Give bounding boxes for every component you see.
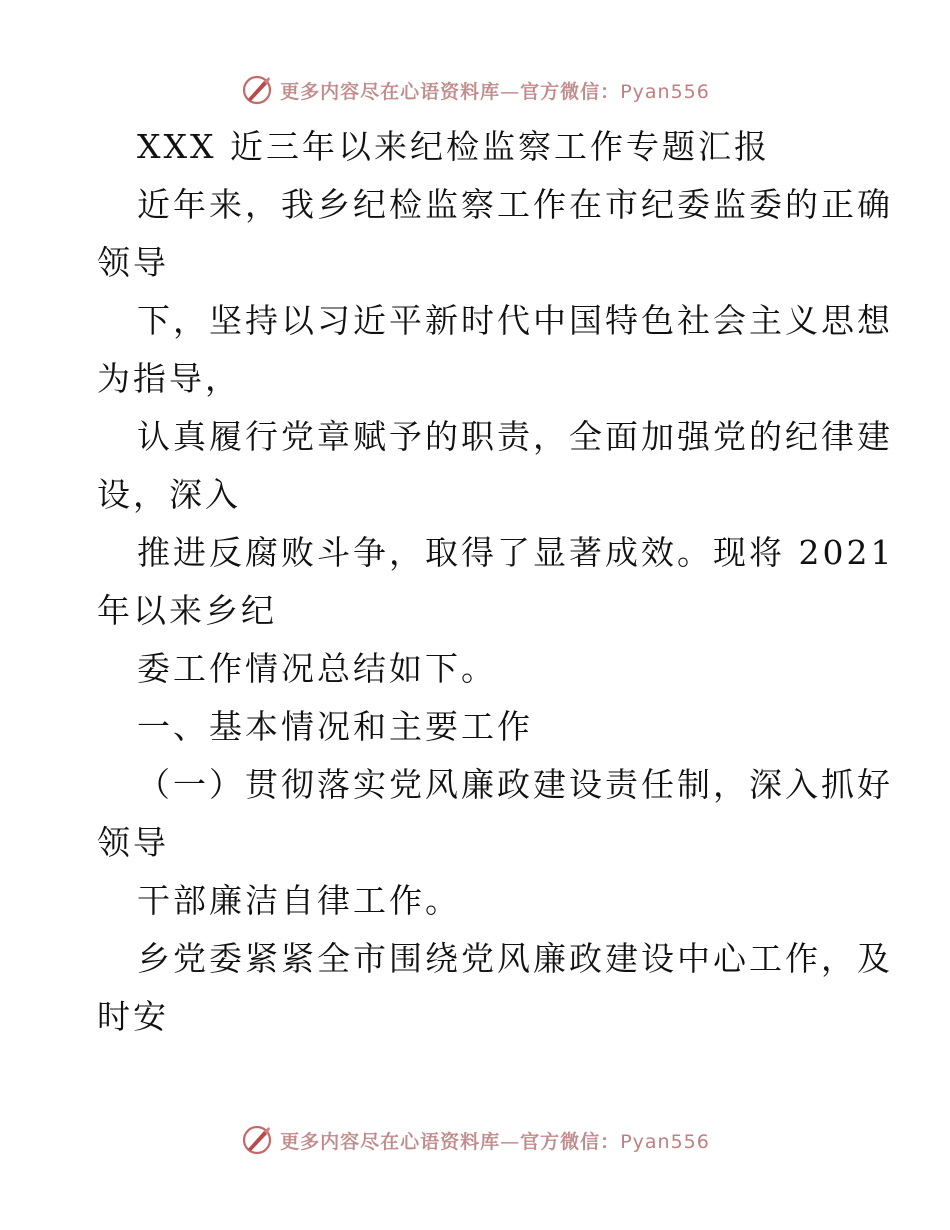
text-line: 推进反腐败斗争，取得了显著成效。现将 2021 [137, 533, 895, 572]
watermark-wechat-label: 官方微信： [520, 80, 621, 103]
text-line: 委工作情况总结如下。 [137, 649, 497, 688]
text-line: （一）贯彻落实党风廉政建设责任制，深入抓好 [137, 765, 893, 804]
watermark-text [280, 77, 710, 104]
text-line: 近年来，我乡纪检监察工作在市纪委监委的正确 [137, 185, 893, 224]
watermark-wechat-id: Pyan556 [620, 1130, 710, 1153]
text-line: 乡党委紧紧全市围绕党风廉政建设中心工作，及 [137, 939, 893, 978]
footer-watermark [0, 1120, 950, 1160]
text-line: 下，坚持以习近平新时代中国特色社会主义思想 [137, 301, 893, 340]
text-line: 设，深入 [97, 475, 241, 514]
text-line: XXX 近三年以来纪检监察工作专题汇报 [137, 127, 770, 166]
watermark-separator: — [500, 80, 521, 103]
quill-pen-logo-icon [240, 1123, 274, 1157]
watermark-site-text: 更多内容尽在心语资料库 [280, 80, 501, 103]
watermark-site-text: 更多内容尽在心语资料库 [280, 1130, 501, 1153]
header-watermark [0, 70, 950, 110]
text-line: 干部廉洁自律工作。 [137, 881, 461, 920]
text-line: 为指导， [97, 359, 241, 398]
text-line: 年以来乡纪 [97, 591, 277, 630]
text-line: 认真履行党章赋予的职责，全面加强党的纪律建 [137, 417, 893, 456]
watermark-wechat-id: Pyan556 [620, 80, 710, 103]
quill-pen-logo-icon [240, 73, 274, 107]
watermark-separator: — [500, 1130, 521, 1153]
text-line: 一、基本情况和主要工作 [137, 707, 533, 746]
watermark-text [280, 1127, 710, 1154]
document-body [97, 118, 895, 1046]
text-line: 时安 [97, 997, 169, 1036]
text-line: 领导 [97, 823, 169, 862]
watermark-wechat-label: 官方微信： [520, 1130, 621, 1153]
text-line: 领导 [97, 243, 169, 282]
